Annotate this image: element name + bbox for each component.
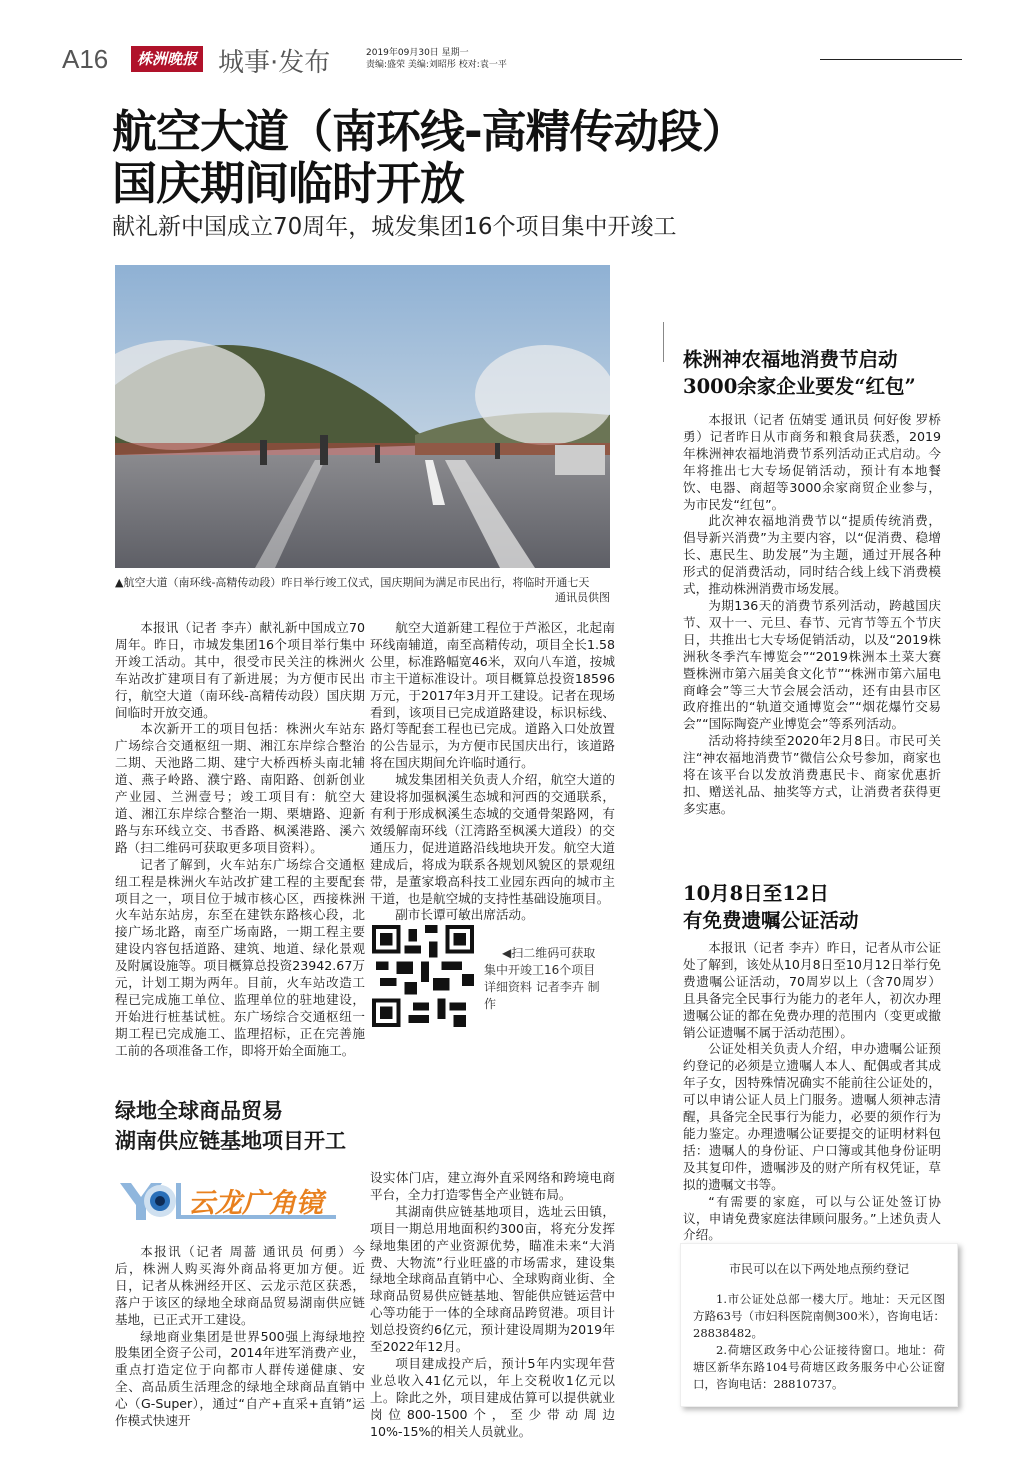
greenland-column-1 (115, 1244, 365, 1430)
article-paragraph: 此次神农福地消费节以“提质传统消费，倡导新兴消费”为主要内容，以“促消费、稳增长、惠民生、助发展”为主题，通过开展各种形式的促消费活动，同时结合线上线下消费模式，推动株洲消费市场发展。 (683, 513, 941, 597)
notary-body (683, 940, 941, 1244)
box-item: 1.市公证处总部一楼大厅。地址：天元区图方路63号（市妇科医院南侧300米），咨询电话：28838482。 (693, 1292, 945, 1340)
newspaper-logo: 株洲晚报 (131, 46, 203, 72)
editor-credits: 责编:盛荣 美编:刘昭彤 校对:袁一平 (366, 60, 507, 70)
article-paragraph: 本报讯（记者 李卉）昨日，记者从市公证处了解到，该处从10月8日至10月12日举行免费遗嘱公证活动，70周岁以上（含70周岁）且具备完全民事行为能力的老年人，初次办理遗嘱公证的都在免费办理的范围内（变更或撤销公证遗嘱不属于活动范围）。 (683, 940, 941, 1040)
article-continuation: 设实体门店，建立海外直采网络和跨境电商平台，全力打造零售全产业链布局。 (370, 1170, 615, 1202)
article-paragraph: 本次新开工的项目包括：株洲火车站东广场综合交通枢纽一期、湘江东岸综合整治二期、天池路二期、建宁大桥西桥头南北辅道、燕子岭路、濮宁路、南阳路、创新创业产业园、兰洲壹号；竣工项目有：航空大道、湘江东岸综合整治一期、栗塘路、迎新路与东环线立交、书香路、枫溪港路、溪六路（扫二维码可获取更多项目资料）。 (115, 721, 365, 855)
headline-line-2: 3000余家企业要发“红包” (683, 375, 916, 398)
ceremony-photo (115, 265, 610, 568)
article-paragraph: 本报讯（记者 周蔷 通讯员 何勇）今后，株洲人购买海外商品将更加方便。近日，记者从株洲经开区、云龙示范区获悉，落户于该区的绿地全球商品贸易湖南供应链基地，已正式开工建设。 (115, 1244, 365, 1327)
article-paragraph: 本报讯（记者 李卉）献礼新中国成立70周年。昨日，市城发集团16个项目举行集中开竣工活动。其中，很受市民关注的株洲火车站改扩建项目有了新进展；为方便市民出行，航空大道（南环线-高精传动段）国庆期间临时开放交通。 (115, 620, 365, 720)
logo-text: 云龙广角镜 (188, 1188, 323, 1219)
main-subheadline: 献礼新中国成立70周年，城发集团16个项目集中开竣工 (112, 214, 677, 240)
article-paragraph: 活动将持续至2020年2月8日。市民可关注“神农福地消费节”微信公众号参加，商家也将在该平台以发放消费惠民卡、商家优惠折扣、赠送礼品、抽奖等方式，让消费者获得更多实惠。 (683, 733, 941, 816)
article-paragraph: 公证处相关负责人介绍，申办遗嘱公证预约登记的必须是立遗嘱人本人、配偶或者其成年子女，因特殊情况确实不能前往公证处的，可以申请公证人员上门服务。遗嘱人须神志清醒，具备完全民事行为能力，必要的须作行为能力鉴定。办理遗嘱公证要提交的证明材料包括：遗嘱人的身份证、户口簿或其他身份证明及其复印件，遗嘱涉及的财产所有权凭证，草拟的遗嘱文书等。 (683, 1041, 941, 1192)
column-divider (663, 322, 664, 362)
article-paragraph: 为期136天的消费节系列活动，跨越国庆节、双十一、元旦、春节、元宵节等五个节庆日，共推出七大专场促销活动，以及“2019株洲秋冬季汽车博览会”“2019株洲本土菜大赛暨株洲市第六届美食文化节”“株洲市第六届电商峰会”等三大节会展会活动，还有由县市区政府推出的“轨道交通博览会”“烟花爆竹交易会”“国际陶瓷产业博览会”等系列活动。 (683, 597, 941, 732)
article-paragraph: 项目建成投产后，预计5年内实现年营业总收入41亿元以，年上交税收1亿元以上。除此之外，项目建成估算可以提供就业岗位800-1500个，至少带动周边10%-15%的相关人员就业。 (370, 1355, 615, 1439)
qr-code[interactable] (372, 925, 474, 1027)
article-paragraph: 本报讯（记者 伍婧雯 通讯员 何好俊 罗桥勇）记者昨日从市商务和粮食局获悉，2019年株洲神农福地消费节系列活动正式启动。今年将推出七大专场促销活动，预计有本地餐饮、电器、商超等3000余家商贸企业参与，为市民发“红包”。 (683, 412, 941, 512)
greenland-headline (115, 1096, 346, 1156)
consumer-festival-headline (683, 346, 916, 400)
headline-line-2: 有免费遗嘱公证活动 (683, 909, 859, 932)
article-paragraph: 副市长谭可敏出席活动。 (395, 907, 534, 923)
article-paragraph: “有需要的家庭，可以与公证处签订协议，申请免费家庭法律顾问服务。”上述负责人介绍。 (683, 1193, 941, 1243)
header-rule (820, 59, 962, 60)
yunlong-column-logo (118, 1175, 343, 1225)
section-title: 城事·发布 (218, 48, 331, 78)
article-paragraph: 绿地商业集团是世界500强上海绿地控股集团全资子公司，2014年进军消费产业，重点打造定位于向都市人群传递健康、安全、高品质生活理念的绿地全球商品直销中心（G-Super），通过“自产+直采+直销”运作模式快速开 (115, 1328, 365, 1429)
headline-line-1: 株洲神农福地消费节启动 (683, 348, 898, 371)
caption-text: ▲航空大道（南环线-高精传动段）昨日举行竣工仪式，国庆期间为满足市民出行，将临时开通七天 (115, 576, 590, 589)
article-paragraph: 记者了解到，火车站东广场综合交通枢纽工程是株洲火车站改扩建工程的主要配套项目之一，项目位于城市核心区，西接株洲火车站东站房，东至在建铁东路核心段，北接广场北路，南至广场南路，一期工程主要建设内容包括道路、建筑、地道、绿化景观及附属设施等。项目概算总投资23942.67万元，计划工期为两年。目前，火车站改造工程已完成施工单位、监理单位的驻地建设，开始进行桩基试桩。东广场综合交通枢纽一期工程已完成施工、监理招标，正在完善施工前的各项准备工作，即将开始全面施工。 (115, 856, 365, 1058)
headline-line-1: 绿地全球商品贸易 (115, 1098, 283, 1123)
main-article-column-1 (115, 620, 365, 1060)
issue-meta (366, 47, 507, 71)
consumer-festival-body (683, 412, 941, 818)
photo-caption (115, 575, 610, 605)
article-paragraph: 航空大道新建工程位于芦淞区，北起南环线南辅道，南至高精传动，项目全长1.58公里，标准路幅宽46米，双向八车道，按城市主干道标准设计。项目概算总投资18596万元，于2017年3月开工建设。记者在现场看到，该项目已完成道路建设，标识标线、路灯等配套工程也已完成。道路入口处放置的公告显示，为方便市民国庆出行，该道路将在国庆期间允许临时通行。 (370, 620, 615, 771)
greenland-column-2 (370, 1170, 615, 1441)
box-item: 2.荷塘区政务中心公证接待窗口。地址：荷塘区新华东路104号荷塘区政务服务中心公证窗口，咨询电话：28810737。 (693, 1343, 945, 1391)
notary-headline (683, 880, 859, 934)
issue-date: 2019年09月30日 星期一 (366, 48, 469, 58)
headline-line-2: 湖南供应链基地项目开工 (115, 1128, 346, 1153)
photo-credit: 通讯员供图 (555, 591, 610, 604)
headline-line-2: 国庆期间临时开放 (112, 157, 465, 210)
box-title: 市民可以在以下两处地点预约登记 (728, 1262, 909, 1276)
headline-line-1: 航空大道（南环线-高精传动段） (112, 105, 746, 158)
headline-line-1: 10月8日至12日 (683, 882, 829, 905)
main-article-column-2 (370, 620, 615, 924)
qr-caption: ◀扫二维码可获取集中开竣工16个项目详细资料 记者李卉 制作 (484, 946, 600, 1011)
page-number: A16 (62, 44, 109, 74)
registration-info-box (680, 1243, 958, 1407)
article-paragraph: 其湖南供应链基地项目，选址云田镇，项目一期总用地面积约300亩，将充分发挥绿地集团的产业资源优势，瞄准未来“大消费、大物流”行业旺盛的市场需求，建设集绿地全球商品直销中心、全球购商业街、全球商品贸易供应链基地、智能供应链运营中心等功能于一体的全球商品跨贸港。项目计划总投资约6亿元，预计建设周期为2019年至2022年12月。 (370, 1203, 615, 1355)
article-paragraph: 城发集团相关负责人介绍，航空大道的建设将加强枫溪生态城和河西的交通联系，有利于形成枫溪生态城的交通骨架路网，有效缓解南环线（江湾路至枫溪大道段）的交通压力，促进道路沿线地块开发。航空大道建成后，将成为联系各规划风貌区的景观纽带，是董家塅高科技工业园东西向的城市主干道，也是航空城的支持性基础设施项目。 (370, 772, 615, 906)
main-headline (112, 106, 746, 210)
